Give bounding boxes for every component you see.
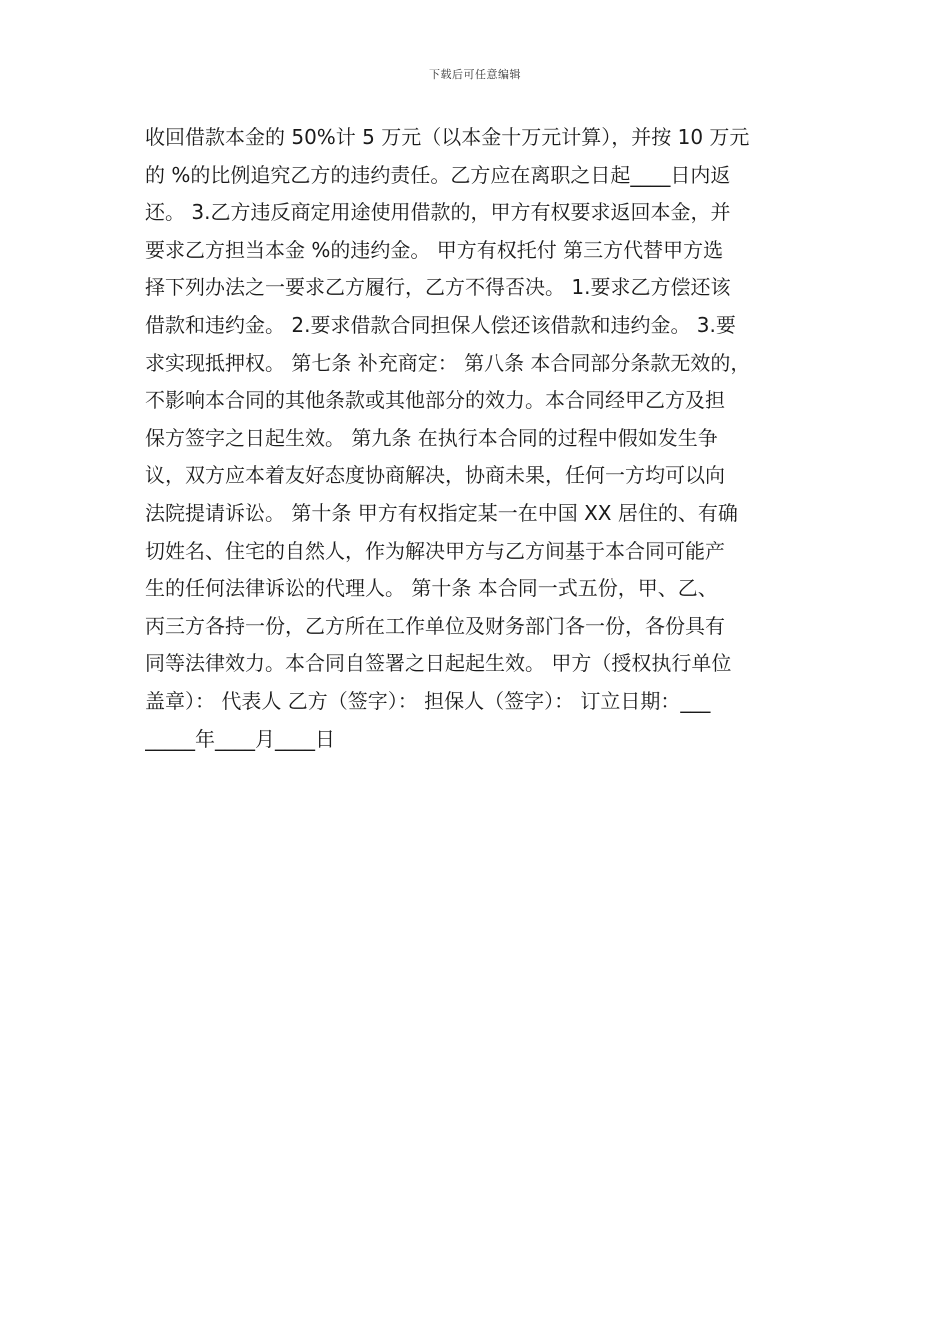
text-line: 不影响本合同的其他条款或其他部分的效力。本合同经甲乙方及担 (145, 388, 725, 413)
text-line: 丙三方各持一份，乙方所在工作单位及财务部门各一份，各份具有 (145, 613, 725, 638)
text-line: 借款和违约金。 2.要求借款合同担保人偿还该借款和违约金。 3.要 (145, 312, 736, 337)
text-line: 择下列办法之一要求乙方履行，乙方不得否决。 1.要求乙方偿还该 (145, 275, 731, 300)
text-line: 要求乙方担当本金 %的违约金。 甲方有权托付 第三方代替甲方选 (145, 237, 724, 262)
text-line: 同等法律效力。本合同自签署之日起起生效。 甲方（授权执行单位 (145, 651, 732, 676)
text-line: 切姓名、住宅的自然人，作为解决甲方与乙方间基于本合同可能产 (145, 538, 725, 563)
text-line: 盖章）： 代表人 乙方（签字）： 担保人（签字）： 订立日期：___ (145, 688, 711, 713)
text-line: 还。 3.乙方违反商定用途使用借款的，甲方有权要求返回本金，并 (145, 200, 731, 225)
text-line: 生的任何法律诉讼的代理人。 第十条 本合同一式五份，甲、乙、 (145, 576, 718, 601)
text-line: 法院提请诉讼。 第十条 甲方有权指定某一在中国 XX 居住的、有确 (145, 500, 738, 525)
text-line: _____年____月____日 (145, 726, 335, 751)
contract-body (145, 119, 813, 758)
text-line: 收回借款本金的 50%计 5 万元（以本金十万元计算），并按 10 万元 (145, 125, 750, 149)
text-line: 求实现抵押权。 第七条 补充商定： 第八条 本合同部分条款无效的， (145, 350, 751, 375)
text-line: 议，双方应本着友好态度协商解决，协商未果，任何一方均可以向 (145, 463, 725, 488)
text-line: 保方签字之日起生效。 第九条 在执行本合同的过程中假如发生争 (145, 425, 718, 450)
text-line: 的 %的比例追究乙方的违约责任。乙方应在离职之日起____日内返 (145, 162, 731, 187)
page-header: 下载后可任意编辑 (429, 68, 521, 81)
